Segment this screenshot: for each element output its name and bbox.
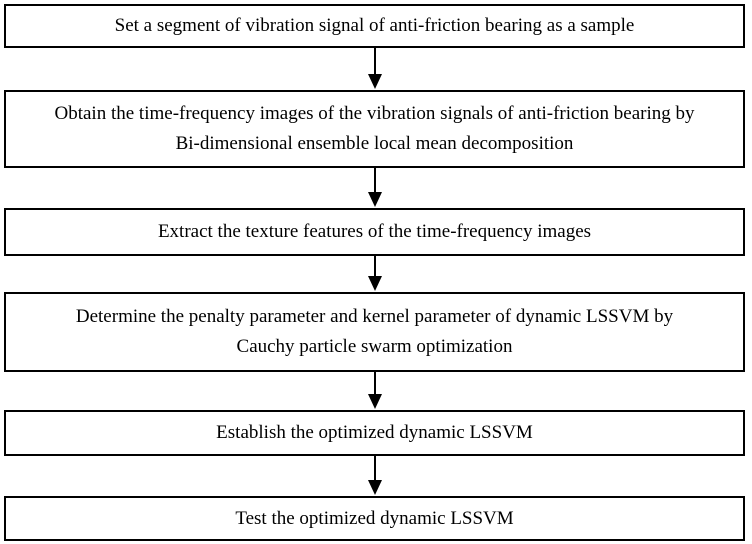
step-extract-texture-features <box>4 208 745 256</box>
step-time-frequency-images <box>4 90 745 168</box>
step-text-line: Establish the optimized dynamic LSSVM <box>216 422 533 443</box>
step-sample <box>4 4 745 48</box>
step-text-line: Cauchy particle swarm optimization <box>236 336 513 357</box>
down-arrow-icon <box>364 372 386 410</box>
down-arrow-icon <box>364 256 386 292</box>
step-text-line: Obtain the time-frequency images of the vibration signals of anti-friction bearing by <box>54 103 695 124</box>
step-text-line: Extract the texture features of the time-frequency images <box>157 221 592 242</box>
step-test-lssvm <box>4 496 745 541</box>
step-determine-parameters <box>4 292 745 372</box>
down-arrow-icon <box>364 168 386 208</box>
step-establish-lssvm <box>4 410 745 456</box>
step-text-line: Set a segment of vibration signal of anti-friction bearing as a sample <box>114 15 635 36</box>
step-text-line: Bi-dimensional ensemble local mean decomposition <box>175 133 574 154</box>
step-text-line: Determine the penalty parameter and kernel parameter of dynamic LSSVM by <box>75 306 674 327</box>
down-arrow-icon <box>364 48 386 90</box>
down-arrow-icon <box>364 456 386 496</box>
step-text-line: Test the optimized dynamic LSSVM <box>235 507 514 529</box>
